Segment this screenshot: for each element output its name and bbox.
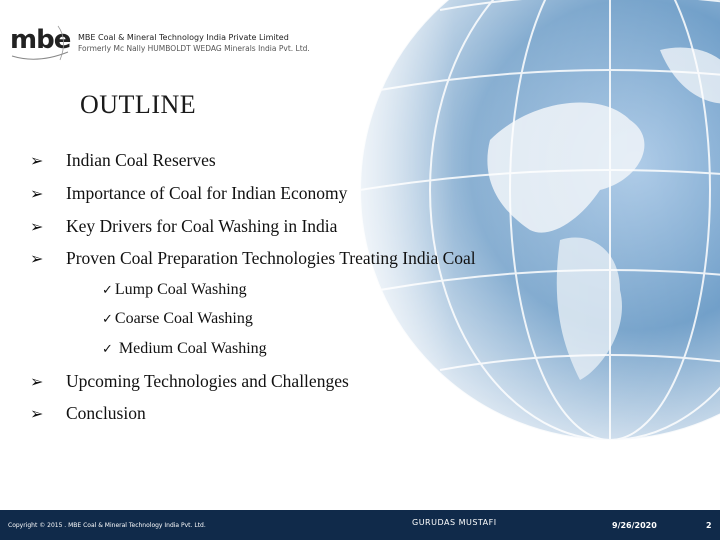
check-bullet-icon: ✓: [102, 283, 113, 298]
outline-item: ➢ Upcoming Technologies and Challenges: [30, 371, 349, 391]
footer-author: GURUDAS MUSTAFI: [412, 518, 497, 527]
svg-text:mbe: mbe: [10, 25, 71, 55]
footer-page-number: 2: [706, 521, 712, 530]
outline-sub-item: ✓ Coarse Coal Washing: [102, 310, 253, 327]
mbe-logo: [8, 20, 72, 64]
outline-item: ➢ Indian Coal Reserves: [30, 150, 216, 170]
check-bullet-icon: ✓: [102, 312, 113, 327]
arrow-bullet-icon: ➢: [30, 184, 44, 203]
footer-bar: [0, 510, 720, 540]
company-info: [78, 32, 310, 54]
arrow-bullet-icon: ➢: [30, 372, 44, 391]
outline-item: ➢ Key Drivers for Coal Washing in India: [30, 216, 338, 236]
company-name: MBE Coal & Mineral Technology India Private Limited: [78, 33, 289, 42]
arrow-bullet-icon: ➢: [30, 249, 44, 268]
outline-item: ➢ Conclusion: [30, 403, 146, 423]
arrow-bullet-icon: ➢: [30, 151, 44, 170]
globe-image: [300, 0, 720, 440]
arrow-bullet-icon: ➢: [30, 404, 44, 423]
outline-sub-item: ✓ Lump Coal Washing: [102, 281, 247, 298]
arrow-bullet-icon: ➢: [30, 217, 44, 236]
slide-title: OUTLINE: [80, 90, 197, 119]
outline-item: ➢ Importance of Coal for Indian Economy: [30, 183, 348, 203]
outline-sub-item: ✓ Medium Coal Washing: [102, 340, 267, 357]
footer-date: 9/26/2020: [612, 521, 657, 530]
check-bullet-icon: ✓: [102, 342, 113, 357]
outline-item: ➢ Proven Coal Preparation Technologies Treating India Coal: [30, 248, 476, 268]
footer-copyright: Copyright © 2015 . MBE Coal & Mineral Technology India Pvt. Ltd.: [8, 522, 206, 529]
company-former-name: Formerly Mc Nally HUMBOLDT WEDAG Minerals India Pvt. Ltd.: [78, 44, 310, 53]
